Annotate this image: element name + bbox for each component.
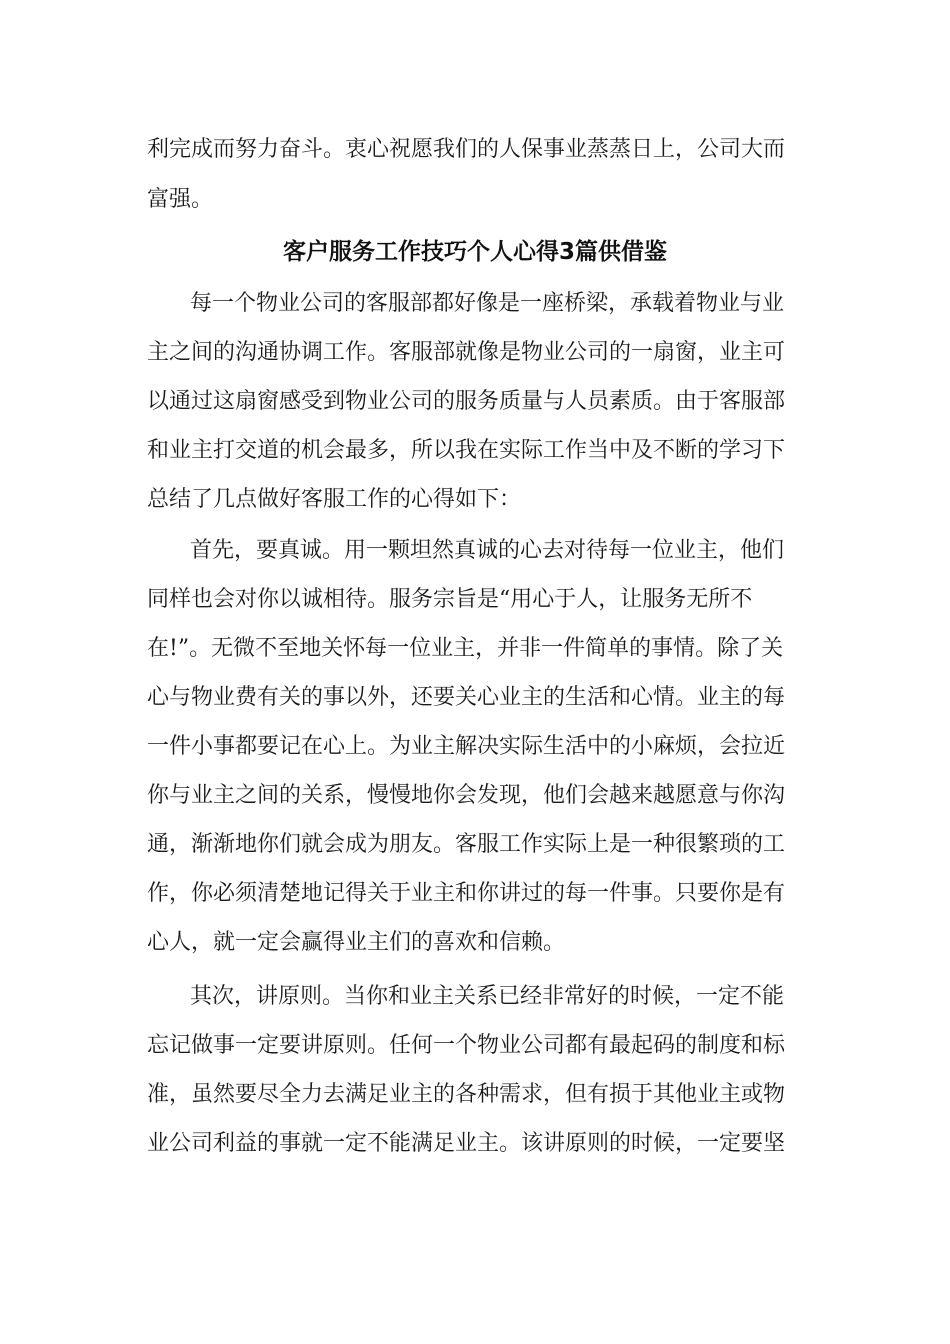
paragraph-1-line-2: 主之间的沟通协调工作。客服部就像是物业公司的一扇窗，业主可	[147, 340, 786, 365]
paragraph-2-line-2: 同样也会对你以诚相待。服务宗旨是“用心于人，让服务无所不	[147, 587, 753, 612]
paragraph-2-line-9: 心人，就一定会赢得业主们的喜欢和信赖。	[147, 930, 566, 955]
intro-line-2: 富强。	[147, 187, 214, 212]
paragraph-2-line-6: 你与业主之间的关系，慢慢地你会发现，他们会越来越愿意与你沟	[147, 783, 786, 808]
paragraph-3-line-1: 其次，讲原则。当你和业主关系已经非常好的时候，一定不能	[190, 984, 785, 1009]
paragraph-1-line-1: 每一个物业公司的客服部都好像是一座桥梁，承载着物业与业	[190, 291, 785, 316]
paragraph-1-line-4: 和业主打交道的机会最多，所以我在实际工作当中及不断的学习下	[147, 438, 786, 463]
paragraph-2-line-7: 通，渐渐地你们就会成为朋友。客服工作实际上是一种很繁琐的工	[147, 832, 786, 857]
paragraph-1-line-3: 以通过这扇窗感受到物业公司的服务质量与人员素质。由于客服部	[147, 389, 786, 414]
paragraph-2-line-8: 作，你必须清楚地记得关于业主和你讲过的每一件事。只要你是有	[147, 881, 786, 906]
paragraph-2-line-1: 首先，要真诚。用一颗坦然真诚的心去对待每一位业主，他们	[190, 538, 785, 563]
paragraph-3-line-2: 忘记做事一定要讲原则。任何一个物业公司都有最起码的制度和标	[147, 1033, 786, 1058]
paragraph-2-line-4: 心与物业费有关的事以外，还要关心业主的生活和心情。业主的每	[147, 685, 786, 710]
section-title: 客户服务工作技巧个人心得3篇供借鉴	[282, 239, 667, 265]
paragraph-2-line-3: 在!”。无微不至地关怀每一位业主，并非一件简单的事情。除了关	[147, 636, 784, 661]
paragraph-3-line-4: 业公司利益的事就一定不能满足业主。该讲原则的时候，一定要坚	[147, 1131, 786, 1156]
paragraph-3-line-3: 准，虽然要尽全力去满足业主的各种需求，但有损于其他业主或物	[147, 1082, 786, 1107]
intro-line-1: 利完成而努力奋斗。衷心祝愿我们的人保事业蒸蒸日上，公司大而	[147, 137, 786, 162]
paragraph-2-line-5: 一件小事都要记在心上。为业主解决实际生活中的小麻烦，会拉近	[147, 734, 786, 759]
paragraph-1-line-5: 总结了几点做好客服工作的心得如下：	[147, 487, 522, 512]
